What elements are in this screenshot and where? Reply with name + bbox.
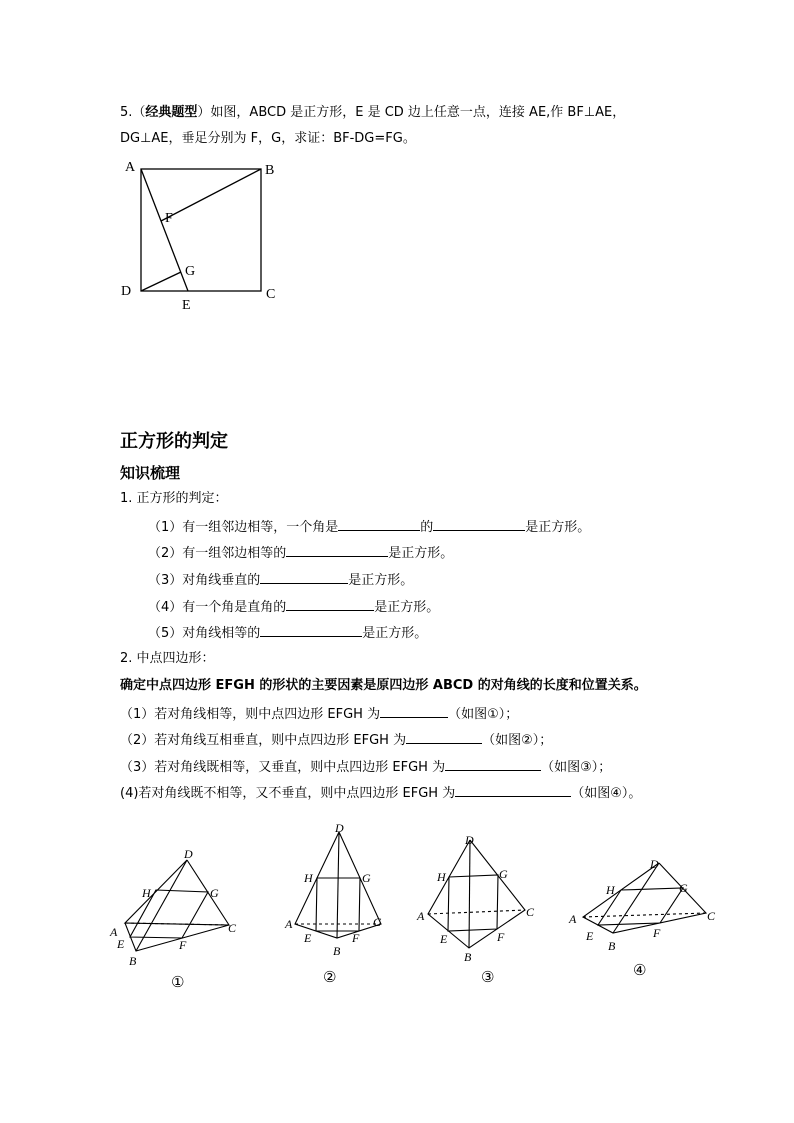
label-H: H xyxy=(437,870,446,884)
label-F: F xyxy=(653,926,661,940)
figure-caption: ② xyxy=(323,968,337,986)
case-4-text-a: (4)若对角线既不相等，又不垂直，则中点四边形 EFGH 为 xyxy=(120,786,456,801)
figure-2 xyxy=(283,820,393,990)
label-D: D xyxy=(335,821,344,835)
case-3-text-b: （如图③）； xyxy=(541,760,612,775)
label-B: B xyxy=(265,163,275,178)
case-2-text-a: （2）若对角线互相垂直，则中点四边形 EFGH 为 xyxy=(120,733,407,748)
label-D: D xyxy=(121,284,132,299)
label-B: B xyxy=(333,944,341,958)
criterion-4-text-a: （4）有一个角是直角的 xyxy=(148,600,287,615)
criterion-4 xyxy=(148,598,439,616)
label-C: C xyxy=(228,921,237,935)
blank xyxy=(445,758,541,771)
label-G: G xyxy=(499,867,508,881)
criterion-5 xyxy=(148,624,427,642)
criterion-3 xyxy=(148,571,413,589)
criterion-5-text-b: 是正方形。 xyxy=(362,626,428,641)
figure-caption: ① xyxy=(171,973,185,991)
label-H: H xyxy=(142,886,151,900)
label-E: E xyxy=(586,929,594,943)
figure-1 xyxy=(105,845,245,1025)
label-H: H xyxy=(606,883,615,897)
label-C: C xyxy=(526,905,535,919)
label-F: F xyxy=(352,931,360,945)
label-A: A xyxy=(417,909,425,923)
label-G: G xyxy=(362,871,371,885)
blank xyxy=(380,705,448,718)
case-2 xyxy=(120,731,552,749)
case-3 xyxy=(120,758,611,776)
criterion-2-text-b: 是正方形。 xyxy=(388,546,454,561)
label-A: A xyxy=(125,160,136,175)
blank xyxy=(338,518,420,531)
label-C: C xyxy=(373,915,382,929)
blank xyxy=(406,731,482,744)
blank xyxy=(286,544,388,557)
criterion-1-text-c: 是正方形。 xyxy=(525,520,591,535)
problem-text-1: ）如图，ABCD 是正方形，E 是 CD 边上任意一点，连接 AE,作 BF⊥AE， xyxy=(197,105,626,120)
case-1-text-b: （如图①）； xyxy=(448,707,519,722)
label-E: E xyxy=(182,298,191,313)
label-B: B xyxy=(608,939,616,953)
section-title: 正方形的判定 xyxy=(120,431,228,452)
label-G: G xyxy=(679,881,688,895)
criterion-2 xyxy=(148,544,453,562)
label-G: G xyxy=(210,886,219,900)
case-4-text-b: （如图④）。 xyxy=(571,786,642,801)
label-C: C xyxy=(266,287,276,302)
criterion-1 xyxy=(148,518,590,536)
criterion-1-text-b: 的 xyxy=(420,520,434,535)
label-E: E xyxy=(117,937,125,951)
label-A: A xyxy=(110,925,118,939)
label-D: D xyxy=(465,833,474,847)
key-statement: 确定中点四边形 EFGH 的形状的主要因素是原四边形 ABCD 的对角线的长度和位置关系。 xyxy=(120,678,647,693)
blank xyxy=(455,784,571,797)
label-A: A xyxy=(285,917,293,931)
label-E: E xyxy=(304,931,312,945)
label-B: B xyxy=(464,950,472,964)
subsection-title: 知识梳理 xyxy=(120,464,181,482)
criterion-3-text-a: （3）对角线垂直的 xyxy=(148,573,261,588)
case-1-text-a: （1）若对角线相等，则中点四边形 EFGH 为 xyxy=(120,707,381,722)
case-1 xyxy=(120,705,518,723)
criterion-1-text-a: （1）有一组邻边相等，一个角是 xyxy=(148,520,339,535)
blank xyxy=(286,598,374,611)
problem-tag: 经典题型 xyxy=(145,105,198,120)
problem-5-line-1 xyxy=(120,105,625,121)
label-A: A xyxy=(569,912,577,926)
figure-4 xyxy=(563,850,723,990)
label-B: B xyxy=(129,954,137,968)
item-1-title: 1. 正方形的判定： xyxy=(120,491,228,506)
case-3-text-a: （3）若对角线既相等，又垂直，则中点四边形 EFGH 为 xyxy=(120,760,446,775)
label-F: F xyxy=(497,930,505,944)
item-2-title: 2. 中点四边形： xyxy=(120,651,215,666)
blank xyxy=(260,624,362,637)
problem-5-line-2: DG⊥AE，垂足分别为 F，G，求证：BF-DG=FG。 xyxy=(120,131,416,146)
label-C: C xyxy=(707,909,716,923)
criterion-3-text-b: 是正方形。 xyxy=(348,573,414,588)
label-D: D xyxy=(650,857,659,871)
blank xyxy=(260,571,348,584)
label-F: F xyxy=(179,938,187,952)
label-E: E xyxy=(440,932,448,946)
criterion-4-text-b: 是正方形。 xyxy=(374,600,440,615)
figure-caption: ④ xyxy=(633,961,647,979)
label-D: D xyxy=(184,847,193,861)
figure-3 xyxy=(413,830,543,1000)
label-G: G xyxy=(185,264,196,279)
criterion-2-text-a: （2）有一组邻边相等的 xyxy=(148,546,287,561)
square-figure xyxy=(115,155,295,315)
criterion-5-text-a: （5）对角线相等的 xyxy=(148,626,261,641)
case-2-text-b: （如图②）； xyxy=(482,733,553,748)
label-H: H xyxy=(304,871,313,885)
problem-number: 5.（ xyxy=(120,105,146,120)
blank xyxy=(433,518,525,531)
case-4 xyxy=(120,784,641,802)
label-F: F xyxy=(165,211,173,226)
figure-caption: ③ xyxy=(481,968,495,986)
